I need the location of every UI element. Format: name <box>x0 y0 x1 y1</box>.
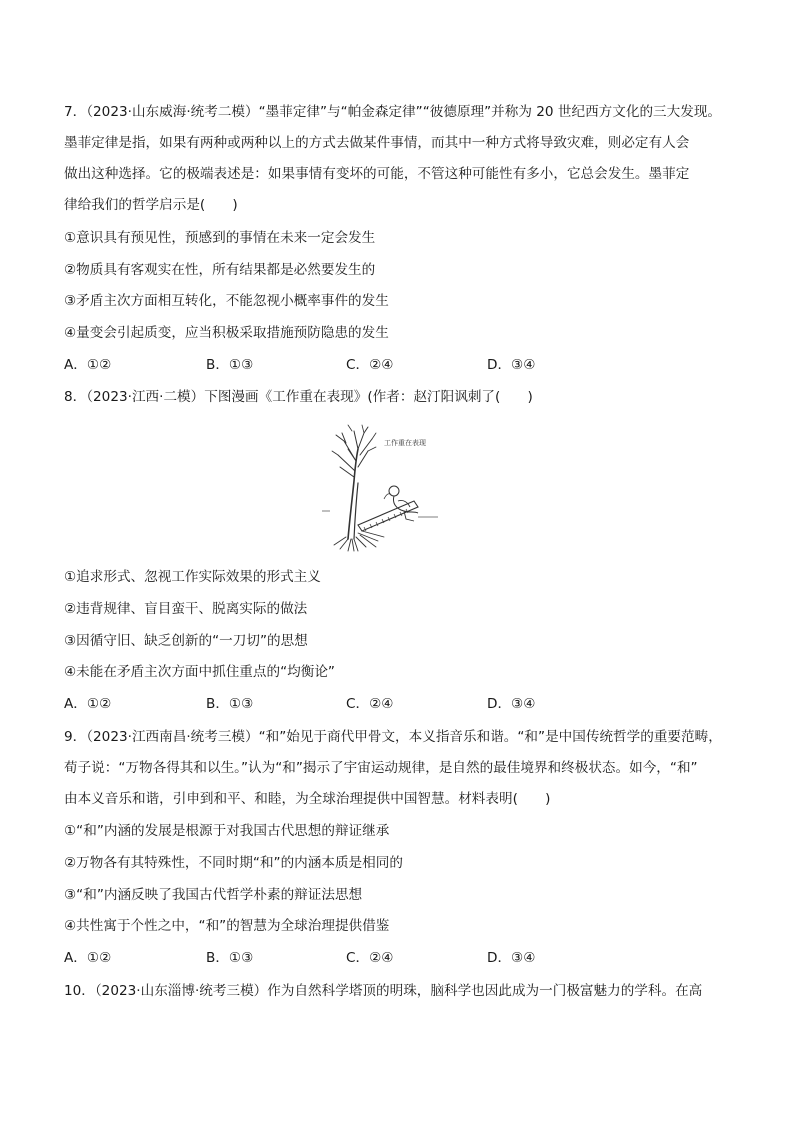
q7-stem-line-3: 做出这种选择。它的极端表述是：如果事情有变坏的可能，不管这种可能性有多小，它总会发生。墨菲定 <box>64 166 690 182</box>
q7-statement-3: ③矛盾主次方面相互转化，不能忽视小概率事件的发生 <box>64 293 389 309</box>
q8-option-b[interactable]: B．①③ <box>206 696 254 712</box>
q8-statement-1: ①追求形式、忽视工作实际效果的形式主义 <box>64 569 321 585</box>
q8-statement-2: ②违背规律、盲目蛮干、脱离实际的做法 <box>64 601 308 617</box>
person-drawing <box>384 486 418 521</box>
q9-stem-line-1: 9．（2023·江西南昌·统考三模）“和”始见于商代甲骨文，本义指音乐和谐。“和”是中国传统哲学的重要范畴， <box>64 729 722 745</box>
q7-statement-2: ②物质具有客观实在性，所有结果都是必然要发生的 <box>64 262 376 278</box>
q9-statement-4: ④共性寓于个性之中，“和”的智慧为全球治理提供借鉴 <box>64 918 390 934</box>
q9-option-a[interactable]: A．①② <box>64 950 112 966</box>
q7-option-b[interactable]: B．①③ <box>206 357 254 373</box>
q8-stem-line-1: 8．（2023·江西·二模）下图漫画《工作重在表现》(作者：赵汀阳讽刺了( ) <box>64 389 533 405</box>
q7-statement-1: ①意识具有预见性，预感到的事情在未来一定会发生 <box>64 230 376 246</box>
q9-stem-line-3: 由本义音乐和谐，引申到和平、和睦，为全球治理提供中国智慧。材料表明( ) <box>64 791 551 807</box>
q7-statement-4: ④量变会引起质变，应当积极采取措施预防隐患的发生 <box>64 325 389 341</box>
q7-option-a[interactable]: A．①② <box>64 357 112 373</box>
cartoon-illustration <box>318 421 474 553</box>
cartoon-caption: 工作重在表现 <box>384 439 426 447</box>
q9-statement-3: ③“和”内涵反映了我国古代哲学朴素的辩证法思想 <box>64 887 363 903</box>
q8-option-d[interactable]: D．③④ <box>487 696 536 712</box>
q8-statement-4: ④未能在矛盾主次方面中抓住重点的“均衡论” <box>64 664 335 680</box>
q7-stem-line-1: 7．（2023·山东威海·统考二模）“墨菲定律”与“帕金森定律”“彼德原理”并称为 20 世纪西方文化的三大发现。 <box>64 104 722 120</box>
q8-option-c[interactable]: C．②④ <box>346 696 394 712</box>
q8-option-a[interactable]: A．①② <box>64 696 112 712</box>
q10-stem-line-1: 10．（2023·山东淄博·统考三模）作为自然科学塔顶的明珠，脑科学也因此成为一门极富魅力的学科。在高 <box>64 983 703 999</box>
q7-option-c[interactable]: C．②④ <box>346 357 394 373</box>
q9-statement-1: ①“和”内涵的发展是根源于对我国古代思想的辩证继承 <box>64 823 390 839</box>
q7-stem-line-4: 律给我们的哲学启示是( ) <box>64 197 238 213</box>
cartoon-figure <box>318 421 474 553</box>
q9-option-b[interactable]: B．①③ <box>206 950 254 966</box>
q9-option-d[interactable]: D．③④ <box>487 950 536 966</box>
tree-drawing <box>332 425 384 551</box>
q7-option-d[interactable]: D．③④ <box>487 357 536 373</box>
q9-stem-line-2: 荀子说：“万物各得其和以生。”认为“和”揭示了宇宙运动规律，是自然的最佳境界和终极状态。如今，“和” <box>64 760 698 776</box>
q7-stem-line-2: 墨菲定律是指，如果有两种或两种以上的方式去做某件事情，而其中一种方式将导致灾难，则必定有人会 <box>64 135 690 151</box>
q9-option-c[interactable]: C．②④ <box>346 950 394 966</box>
q9-statement-2: ②万物各有其特殊性，不同时期“和”的内涵本质是相同的 <box>64 855 403 871</box>
q8-statement-3: ③因循守旧、缺乏创新的“一刀切”的思想 <box>64 633 308 649</box>
